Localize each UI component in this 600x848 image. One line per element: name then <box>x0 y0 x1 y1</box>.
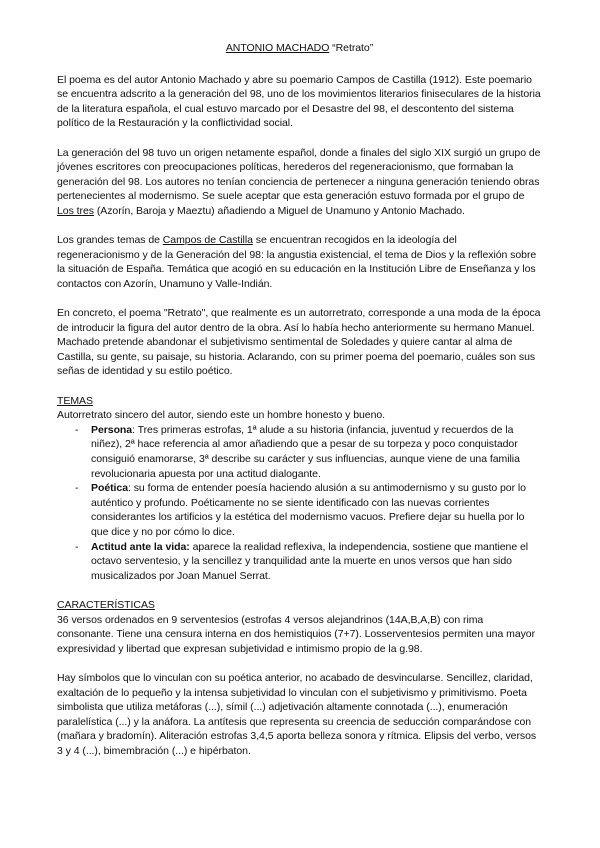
campos-de-castilla-link: Campos de Castilla <box>162 234 253 247</box>
bullet-dash-icon: - <box>75 540 79 553</box>
bullet-dash-icon: - <box>75 423 79 436</box>
list-item-label: Actitud ante la vida: <box>91 540 190 553</box>
list-item-label: Persona <box>91 423 133 436</box>
list-item <box>75 540 542 584</box>
title-main: ANTONIO MACHADO <box>225 42 330 54</box>
intro-paragraph-3-text-b: se encuentran recogidos en la ideología del regeneracionismo y de la Generación del 98: la angustia existencial, el tema de Dios y la reflexión sobre la situación de España. Temática que acogió en su educación en la Institución Libre de Enseñanza y los contactos con Azorín, Unamuno y Valle-Indián. <box>57 234 537 290</box>
list-item-label: Poética <box>91 482 128 495</box>
temas-list <box>57 423 542 584</box>
list-item-text: : Tres primeras estrofas, 1ª alude a su historia (infancia, juventud y recuerdos de la niñez), 2ª hace referencia al amor añadiendo que a pesar de su torpeza y poco conquistador consiguió enamorarse, 3ª describe su carácter y sus influencias, aunque viene de una familia revolucionaria apuesta por una actitud dialogante. <box>91 423 520 480</box>
los-tres-link: Los tres <box>57 204 94 217</box>
temas-heading: TEMAS <box>57 394 93 407</box>
list-item <box>75 481 542 539</box>
intro-paragraph-1: El poema es del autor Antonio Machado y abre su poemario Campos de Castilla (1912). Este poemario se encuentra adscrito a la generación del 98, uno de los movimientos literarios finiseculares de la historia de la literatura española, el cual estuvo marcado por el Desastre del 98, el descontento del sistema político de la Restauración y la conflictividad social. <box>57 73 541 130</box>
intro-paragraph-2-text-b: (Azorín, Baroja y Maeztu) añadiendo a Miguel de Unamuno y Antonio Machado. <box>93 204 465 217</box>
caracteristicas-paragraph-2: Hay símbolos que lo vinculan con su poética anterior, no acabado de desvincularse. Sencillez, claridad, exaltación de lo pequeño y la intensa subjetividad lo vinculan con el subjetivismo y primitivismo. Poeta simbolista que utiliza metáforas (...), símil (...) adjetivación altamente connotada (...), enumeración paralelística (...) y la anáfora. La antítesis que representa su creencia de seducción comparándose con (mañara y bradomín). Aliteración estrofas 3,4,5 aporta belleza sonora y rítmica. Elipsis del verbo, versos 3 y 4 (...), bimembración (...) e hipérbaton. <box>57 671 537 757</box>
caracteristicas-paragraph-1: 36 versos ordenados en 9 serventesios (estrofas 4 versos alejandrinos (14A,B,A,B) con rima consonante. Tiene una censura interna en dos hemistiquios (7+7). Losserventesios permiten una mayor expresividad y libertad que expresan subjetividad e intimismo propio de la g.98. <box>57 613 536 655</box>
document-title <box>57 41 542 56</box>
intro-paragraph-3-text-a: Los grandes temas de <box>57 234 163 247</box>
list-item-text: : su forma de entender poesía haciendo alusión a su antimodernismo y su gusto por lo auténtico y profundo. Poéticamente no se siente identificado con las nuevas corrientes considerantes los artificios y la estética del modernismo vacuos. Prefiere dejar su huella por lo que dice y no por cómo lo dice. <box>91 482 526 538</box>
list-item <box>75 423 542 481</box>
list-item-text: aparece la realidad reflexiva, la independencia, sostiene que mantiene el octavo serventesio, y la sencillez y tranquilidad ante la muerte en unos versos que han sido musicalizados por Joan Manuel Serrat. <box>91 540 529 582</box>
title-subtitle: “Retrato” <box>329 42 374 54</box>
intro-paragraph-3 <box>57 233 542 291</box>
intro-paragraph-2-text-a: La generación del 98 tuvo un origen netamente español, donde a finales del siglo XIX surgió un grupo de jóvenes escritores con preocupaciones políticas, herederos del regeneracionismo, que formaban la generación del 98. Los autores no tenían conciencia de pertenecer a ninguna generación teniendo obras pertenecientes al modernismo. Se suele aceptar que esta generación estuvo formada por el grupo de <box>57 146 541 203</box>
intro-paragraph-2 <box>57 146 542 219</box>
bullet-dash-icon: - <box>75 482 79 495</box>
temas-summary: Autorretrato sincero del autor, siendo este un hombre honesto y bueno. <box>57 409 386 422</box>
caracteristicas-heading: CARACTERÍSTICAS <box>57 598 155 611</box>
intro-paragraph-4: En concreto, el poema "Retrato", que realmente es un autorretrato, corresponde a una moda de la época de introducir la figura del autor dentro de la obra. Así lo había hecho anteriormente su hermano Manuel. Machado pretende abandonar el subjetivismo sentimental de Soledades y quiere cantar al alma de Castilla, su gente, su paisaje, su historia. Aclarando, con su primer poema del poemario, cuáles son sus señas de identidad y su estilo poético. <box>57 307 541 378</box>
